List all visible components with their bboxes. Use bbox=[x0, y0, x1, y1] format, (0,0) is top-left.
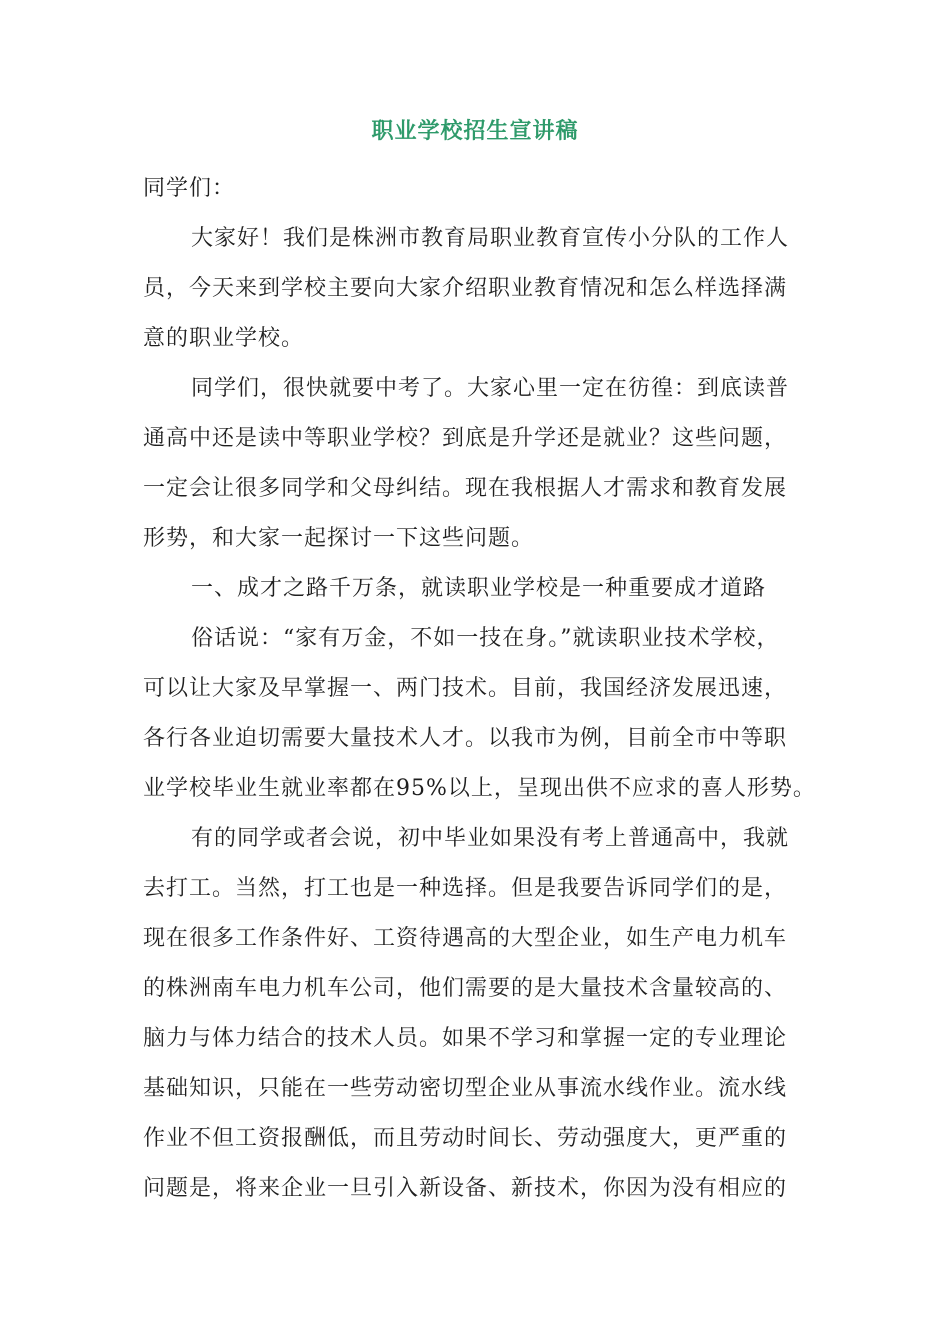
text-line: 可以让大家及早掌握一、两门技术。目前，我国经济发展迅速， bbox=[143, 676, 788, 701]
text-line: 的株洲南车电力机车公司，他们需要的是大量技术含量较高的、 bbox=[143, 976, 788, 1001]
text-line: 基础知识，只能在一些劳动密切型企业从事流水线作业。流水线 bbox=[143, 1076, 788, 1101]
text-line: 业学校毕业生就业率都在95%以上，呈现出供不应求的喜人形势。 bbox=[143, 776, 816, 801]
text-line: 通高中还是读中等职业学校？到底是升学还是就业？这些问题， bbox=[143, 426, 788, 451]
text-line: 意的职业学校。 bbox=[143, 326, 305, 351]
text-line: 一、成才之路千万条，就读职业学校是一种重要成才道路 bbox=[191, 576, 767, 601]
text-line: 同学们： bbox=[143, 176, 236, 201]
text-line: 各行各业迫切需要大量技术人才。以我市为例，目前全市中等职 bbox=[143, 726, 788, 751]
text-line: 有的同学或者会说，初中毕业如果没有考上普通高中，我就 bbox=[191, 826, 790, 851]
document-body bbox=[143, 164, 816, 1214]
text-line: 大家好！我们是株洲市教育局职业教育宣传小分队的工作人 bbox=[191, 226, 790, 251]
text-line: 俗话说：“家有万金，不如一技在身。”就读职业技术学校， bbox=[191, 626, 780, 651]
text-line: 一定会让很多同学和父母纠结。现在我根据人才需求和教育发展 bbox=[143, 476, 788, 501]
text-line: 同学们，很快就要中考了。大家心里一定在彷徨：到底读普 bbox=[191, 376, 790, 401]
text-line: 去打工。当然，打工也是一种选择。但是我要告诉同学们的是， bbox=[143, 876, 788, 901]
text-line: 脑力与体力结合的技术人员。如果不学习和掌握一定的专业理论 bbox=[143, 1026, 788, 1051]
text-line: 现在很多工作条件好、工资待遇高的大型企业，如生产电力机车 bbox=[143, 926, 788, 951]
text-line: 问题是，将来企业一旦引入新设备、新技术，你因为没有相应的 bbox=[143, 1176, 788, 1201]
text-line: 形势，和大家一起探讨一下这些问题。 bbox=[143, 526, 535, 551]
text-line: 员，今天来到学校主要向大家介绍职业教育情况和怎么样选择满 bbox=[143, 276, 788, 301]
document-title: 职业学校招生宣讲稿 bbox=[371, 119, 579, 144]
text-line: 作业不但工资报酬低，而且劳动时间长、劳动强度大，更严重的 bbox=[143, 1126, 788, 1151]
